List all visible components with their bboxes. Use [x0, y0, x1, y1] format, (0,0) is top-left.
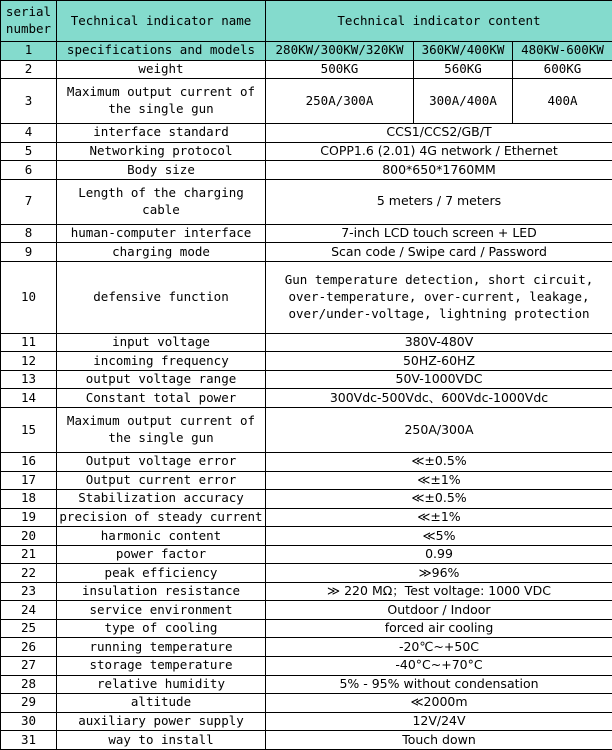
header-serial-line1: serial [5, 4, 52, 20]
row-value: ≪±0.5% [266, 453, 612, 472]
row-serial-number: 7 [1, 179, 57, 224]
row-indicator-name: way to install [57, 731, 266, 750]
row-serial-number: 18 [1, 490, 57, 509]
row-serial-number: 24 [1, 601, 57, 620]
row-indicator-name: Networking protocol [57, 142, 266, 161]
row-indicator-name: Output voltage error [57, 453, 266, 472]
row-value: Touch down [266, 731, 612, 750]
row-indicator-name: specifications and models [57, 42, 266, 61]
header-indicator-name: Technical indicator name [57, 1, 266, 42]
row-value: 50HZ-60HZ [266, 352, 612, 371]
row-indicator-name: relative humidity [57, 675, 266, 694]
row-indicator-name: Body size [57, 161, 266, 180]
row-value: ≪±0.5% [266, 490, 612, 509]
row-serial-number: 17 [1, 471, 57, 490]
row-value: -20℃~+50C [266, 638, 612, 657]
row-serial-number: 29 [1, 694, 57, 713]
table-row [1, 619, 612, 638]
row-indicator-name: auxiliary power supply [57, 712, 266, 731]
table-header-row [1, 1, 612, 42]
row-serial-number: 15 [1, 408, 57, 453]
row-serial-number: 22 [1, 564, 57, 583]
row-name-line1: Maximum output current of [66, 413, 256, 429]
header-serial-line2: number [5, 21, 52, 36]
row-indicator-name [57, 79, 266, 124]
table-row [1, 638, 612, 657]
row-value: 50V-1000VDC [266, 370, 612, 389]
row-serial-number: 19 [1, 508, 57, 527]
row-value-variant-3: 600KG [513, 60, 612, 79]
row-value-variant-3: 480KW-600KW [513, 42, 612, 61]
row-value: ≪±1% [266, 471, 612, 490]
table-row [1, 453, 612, 472]
row-value: ≫96% [266, 564, 612, 583]
row-serial-number: 31 [1, 731, 57, 750]
row-indicator-name: human-computer interface [57, 224, 266, 243]
row-indicator-name: power factor [57, 545, 266, 564]
row-indicator-name [57, 408, 266, 453]
row-name-line1: Maximum output current of [66, 84, 256, 100]
row-serial-number: 10 [1, 261, 57, 333]
row-indicator-name: Constant total power [57, 389, 266, 408]
row-serial-number: 20 [1, 527, 57, 546]
row-indicator-name: altitude [57, 694, 266, 713]
row-value: 7-inch LCD touch screen + LED [266, 224, 612, 243]
row-value-variant-2: 360KW/400KW [414, 42, 513, 61]
row-value-variant-1: 280KW/300KW/320KW [266, 42, 414, 61]
row-serial-number: 5 [1, 142, 57, 161]
row-value: 12V/24V [266, 712, 612, 731]
row-serial-number: 3 [1, 79, 57, 124]
row-name-line2: the single gun [108, 101, 214, 117]
row-serial-number: 1 [1, 42, 57, 61]
row-serial-number: 16 [1, 453, 57, 472]
table-row [1, 545, 612, 564]
row-indicator-name: incoming frequency [57, 352, 266, 371]
table-row [1, 471, 612, 490]
row-indicator-name: Output current error [57, 471, 266, 490]
row-indicator-name: running temperature [57, 638, 266, 657]
table-row [1, 527, 612, 546]
table-row [1, 694, 612, 713]
table-row [1, 601, 612, 620]
row-indicator-name: harmonic content [57, 527, 266, 546]
table-row [1, 60, 612, 79]
table-row [1, 79, 612, 124]
row-name-line2: the single gun [108, 430, 214, 446]
row-serial-number: 13 [1, 370, 57, 389]
table-row [1, 370, 612, 389]
table-row [1, 712, 612, 731]
row-value: forced air cooling [266, 619, 612, 638]
row-indicator-name: storage temperature [57, 657, 266, 676]
row-serial-number: 2 [1, 60, 57, 79]
table-row [1, 564, 612, 583]
table-row [1, 490, 612, 509]
header-serial-number [1, 1, 57, 42]
row-indicator-name: type of cooling [57, 619, 266, 638]
row-value: 300Vdc-500Vdc、600Vdc-1000Vdc [266, 389, 612, 408]
row-serial-number: 8 [1, 224, 57, 243]
row-serial-number: 26 [1, 638, 57, 657]
row-serial-number: 14 [1, 389, 57, 408]
table-row [1, 179, 612, 224]
table-row [1, 261, 612, 333]
row-value: 250A/300A [266, 408, 612, 453]
row-indicator-name: interface standard [57, 124, 266, 143]
row-value-variant-3: 400A [513, 79, 612, 124]
row-indicator-name: output voltage range [57, 370, 266, 389]
table-row [1, 161, 612, 180]
row-indicator-name: charging mode [57, 243, 266, 262]
row-value-variant-2: 560KG [414, 60, 513, 79]
row-indicator-name: peak efficiency [57, 564, 266, 583]
row-value-variant-1: 500KG [266, 60, 414, 79]
row-serial-number: 9 [1, 243, 57, 262]
row-value: ≪5% [266, 527, 612, 546]
table-row [1, 582, 612, 601]
table-row [1, 657, 612, 676]
row-value: CCS1/CCS2/GB/T [266, 124, 612, 143]
row-value: 0.99 [266, 545, 612, 564]
row-indicator-name: service environment [57, 601, 266, 620]
table-row [1, 408, 612, 453]
table-row [1, 352, 612, 371]
row-value-variant-2: 300A/400A [414, 79, 513, 124]
row-serial-number: 27 [1, 657, 57, 676]
row-value: 800*650*1760MM [266, 161, 612, 180]
table-row [1, 224, 612, 243]
row-value: ≪2000m [266, 694, 612, 713]
row-value-line3: over/under-voltage, lightning protection [288, 305, 590, 321]
row-serial-number: 11 [1, 333, 57, 352]
row-indicator-name [57, 179, 266, 224]
header-indicator-content: Technical indicator content [266, 1, 612, 42]
row-serial-number: 12 [1, 352, 57, 371]
row-name-line1: Length of the charging [78, 184, 244, 200]
row-serial-number: 25 [1, 619, 57, 638]
table-row [1, 508, 612, 527]
row-value: ≪±1% [266, 508, 612, 527]
row-value: Scan code / Swipe card / Password [266, 243, 612, 262]
row-value [266, 261, 612, 333]
table-row [1, 243, 612, 262]
row-indicator-name: defensive function [57, 261, 266, 333]
row-serial-number: 28 [1, 675, 57, 694]
row-serial-number: 23 [1, 582, 57, 601]
row-name-line2: cable [142, 201, 180, 217]
table-row [1, 389, 612, 408]
row-serial-number: 6 [1, 161, 57, 180]
row-indicator-name: weight [57, 60, 266, 79]
row-serial-number: 4 [1, 124, 57, 143]
table-row [1, 42, 612, 61]
table-row [1, 675, 612, 694]
table-row [1, 333, 612, 352]
row-serial-number: 21 [1, 545, 57, 564]
table-row [1, 124, 612, 143]
row-indicator-name: input voltage [57, 333, 266, 352]
row-value: -40°C~+70°C [266, 657, 612, 676]
row-value: Outdoor / Indoor [266, 601, 612, 620]
row-indicator-name: insulation resistance [57, 582, 266, 601]
row-serial-number: 30 [1, 712, 57, 731]
table-row [1, 142, 612, 161]
row-value: 5% - 95% without condensation [266, 675, 612, 694]
row-value: ≫ 220 MΩ；Test voltage: 1000 VDC [266, 582, 612, 601]
table-row [1, 731, 612, 750]
row-indicator-name: Stabilization accuracy [57, 490, 266, 509]
row-value-line1: Gun temperature detection, short circuit, [284, 272, 594, 288]
row-value-variant-1: 250A/300A [266, 79, 414, 124]
row-indicator-name: precision of steady current [57, 508, 266, 527]
row-value: 380V-480V [266, 333, 612, 352]
row-value: COPP1.6 (2.01) 4G network / Ethernet [266, 142, 612, 161]
row-value-line2: over-temperature, over-current, leakage, [288, 288, 590, 304]
row-value: 5 meters / 7 meters [266, 179, 612, 224]
